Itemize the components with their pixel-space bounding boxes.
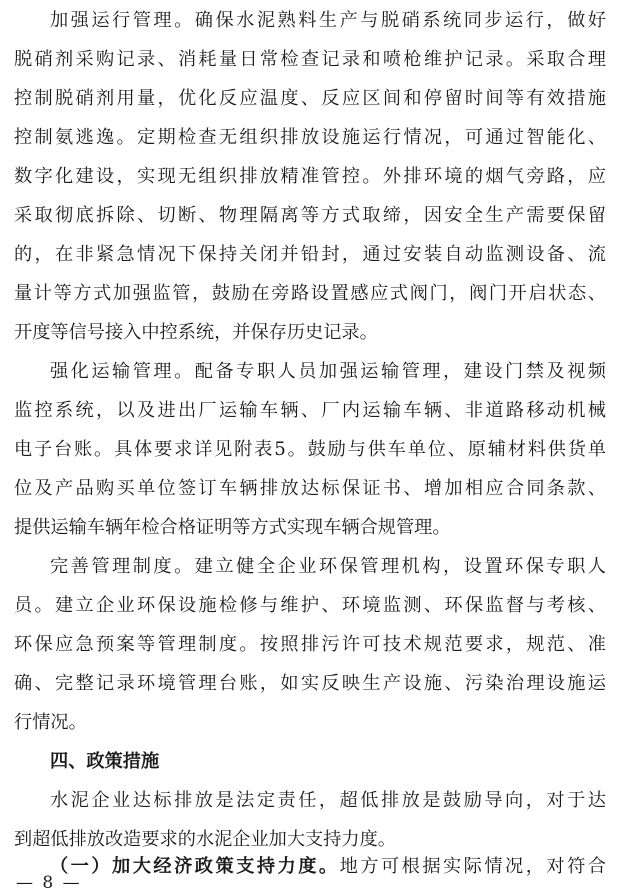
paragraph-2-line-2: 监控系统，以及进出厂运输车辆、厂内运输车辆、非道路移动机械 bbox=[14, 400, 606, 421]
paragraph-2-line-3: 电子台账。具体要求详见附表5。鼓励与供车单位、原辅材料供货单 bbox=[14, 439, 606, 460]
page-number: — 8 — bbox=[16, 873, 82, 893]
paragraph-1-line-8: 量计等方式加强监管，鼓励在旁路设置感应式阀门，阀门开启状态、 bbox=[14, 283, 606, 304]
paragraph-1-line-5: 数字化建设，实现无组织排放精准管控。外排环境的烟气旁路，应 bbox=[14, 166, 606, 187]
subsection-heading: （一）加大经济政策支持力度。 bbox=[50, 856, 340, 877]
paragraph-3-line-1: 完善管理制度。建立健全企业环保管理机构，设置环保专职人 bbox=[50, 556, 606, 577]
paragraph-2-line-4: 位及产品购买单位签订车辆排放达标保证书、增加相应合同条款、 bbox=[14, 478, 606, 499]
paragraph-3-line-5: 行情况。 bbox=[14, 712, 87, 733]
section-heading: 四、政策措施 bbox=[50, 751, 160, 772]
paragraph-1-line-7: 的，在非紧急情况下保持关闭并铅封，通过安装自动监测设备、流 bbox=[14, 244, 606, 265]
paragraph-1-line-3: 控制脱硝剂用量，优化反应温度、反应区间和停留时间等有效措施 bbox=[14, 88, 606, 109]
paragraph-3-line-2: 员。建立企业环保设施检修与维护、环境监测、环保监督与考核、 bbox=[14, 595, 606, 616]
paragraph-1-line-6: 采取彻底拆除、切断、物理隔离等方式取缔，因安全生产需要保留 bbox=[14, 205, 606, 226]
paragraph-1-line-9: 开度等信号接入中控系统，并保存历史记录。 bbox=[14, 322, 378, 343]
paragraph-3-line-3: 环保应急预案等管理制度。按照排污许可技术规范要求，规范、准 bbox=[14, 634, 606, 655]
paragraph-4-line-1: 水泥企业达标排放是法定责任，超低排放是鼓励导向，对于达 bbox=[50, 790, 606, 811]
paragraph-5-line-1 bbox=[50, 856, 606, 878]
paragraph-1-line-4: 控制氨逃逸。定期检查无组织排放设施运行情况，可通过智能化、 bbox=[14, 127, 606, 148]
paragraph-1-line-2: 脱硝剂采购记录、消耗量日常检查记录和喷枪维护记录。采取合理 bbox=[14, 49, 606, 70]
paragraph-1-line-1: 加强运行管理。确保水泥熟料生产与脱硝系统同步运行，做好 bbox=[50, 10, 606, 31]
paragraph-3-line-4: 确、完整记录环境管理台账，如实反映生产设施、污染治理设施运 bbox=[14, 673, 606, 694]
paragraph-2-line-1: 强化运输管理。配备专职人员加强运输管理，建设门禁及视频 bbox=[50, 361, 606, 382]
paragraph-4-line-2: 到超低排放改造要求的水泥企业加大支持力度。 bbox=[14, 829, 396, 850]
paragraph-2-line-5: 提供运输车辆年检合格证明等方式实现车辆合规管理。 bbox=[14, 517, 451, 538]
paragraph-5-text: 地方可根据实际情况，对符合 bbox=[339, 856, 606, 877]
